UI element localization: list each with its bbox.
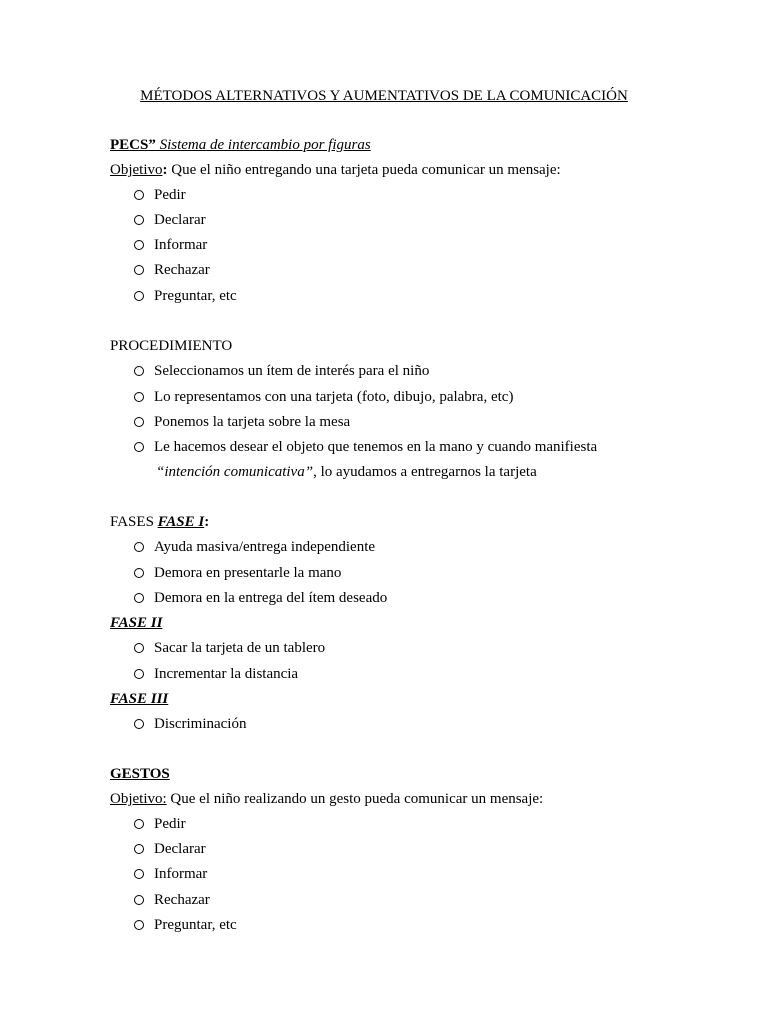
list-item: Rechazar (134, 890, 210, 910)
list-item: Lo representamos con una tarjeta (foto, dibujo, palabra, etc) (134, 387, 513, 407)
gestos-objective-text: Que el niño realizando un gesto pueda comunicar un mensaje: (166, 791, 544, 807)
gestos-objective-label: Objetivo: (110, 791, 167, 807)
fase-1-label: FASE I (157, 514, 205, 530)
circle-bullet-icon (134, 190, 144, 200)
list-item: Demora en la entrega del ítem deseado (134, 588, 387, 608)
list-item: Rechazar (134, 260, 210, 280)
fases-heading: FASES FASE I: (110, 514, 210, 530)
intencion-comunicativa: “intención comunicativa” (156, 464, 314, 480)
list-item: Sacar la tarjeta de un tablero (134, 638, 325, 658)
circle-bullet-icon (134, 265, 144, 275)
pecs-heading-bold: PECS” (110, 137, 156, 153)
pecs-heading-italic: Sistema de intercambio por figuras (155, 137, 371, 153)
circle-bullet-icon (134, 844, 144, 854)
list-item: Declarar (134, 839, 206, 859)
list-item: Ayuda masiva/entrega independiente (134, 537, 375, 557)
list-item: Demora en presentarle la mano (134, 563, 341, 583)
list-item: Informar (134, 864, 207, 884)
list-item: Informar (134, 235, 207, 255)
circle-bullet-icon (134, 240, 144, 250)
pecs-heading (110, 135, 371, 155)
list-item: Preguntar, etc (134, 915, 237, 935)
document-title: MÉTODOS ALTERNATIVOS Y AUMENTATIVOS DE LA COMUNICACIÓN (140, 88, 628, 104)
procedimiento-heading: PROCEDIMIENTO (110, 338, 233, 354)
list-item: Pedir (134, 185, 186, 205)
list-item: Discriminación (134, 714, 246, 734)
gestos-objective (110, 789, 543, 809)
circle-bullet-icon (134, 819, 144, 829)
circle-bullet-icon (134, 669, 144, 679)
circle-bullet-icon (134, 542, 144, 552)
fase-2-label: FASE II (110, 615, 163, 631)
circle-bullet-icon (134, 291, 144, 301)
pecs-objective (110, 160, 561, 180)
circle-bullet-icon (134, 593, 144, 603)
circle-bullet-icon (134, 869, 144, 879)
circle-bullet-icon (134, 920, 144, 930)
circle-bullet-icon (134, 366, 144, 376)
list-item: Declarar (134, 210, 206, 230)
fase-3-label: FASE III (110, 691, 169, 707)
circle-bullet-icon (134, 392, 144, 402)
list-item-continuation: “intención comunicativa”, lo ayudamos a entregarnos la tarjeta (156, 464, 537, 480)
pecs-objective-text: Que el niño entregando una tarjeta pueda comunicar un mensaje: (167, 162, 561, 178)
list-item: Preguntar, etc (134, 286, 237, 306)
circle-bullet-icon (134, 215, 144, 225)
list-item: Pedir (134, 814, 186, 834)
list-item: Incrementar la distancia (134, 664, 298, 684)
circle-bullet-icon (134, 417, 144, 427)
pecs-objective-label: Objetivo (110, 162, 163, 178)
list-item: Le hacemos desear el objeto que tenemos en la mano y cuando manifiesta (134, 437, 597, 457)
circle-bullet-icon (134, 568, 144, 578)
circle-bullet-icon (134, 643, 144, 653)
circle-bullet-icon (134, 719, 144, 729)
list-item: Ponemos la tarjeta sobre la mesa (134, 412, 350, 432)
gestos-heading: GESTOS (110, 766, 170, 782)
circle-bullet-icon (134, 895, 144, 905)
list-item: Seleccionamos un ítem de interés para el niño (134, 361, 429, 381)
pecs-objective-colon: : (162, 162, 168, 178)
circle-bullet-icon (134, 442, 144, 452)
